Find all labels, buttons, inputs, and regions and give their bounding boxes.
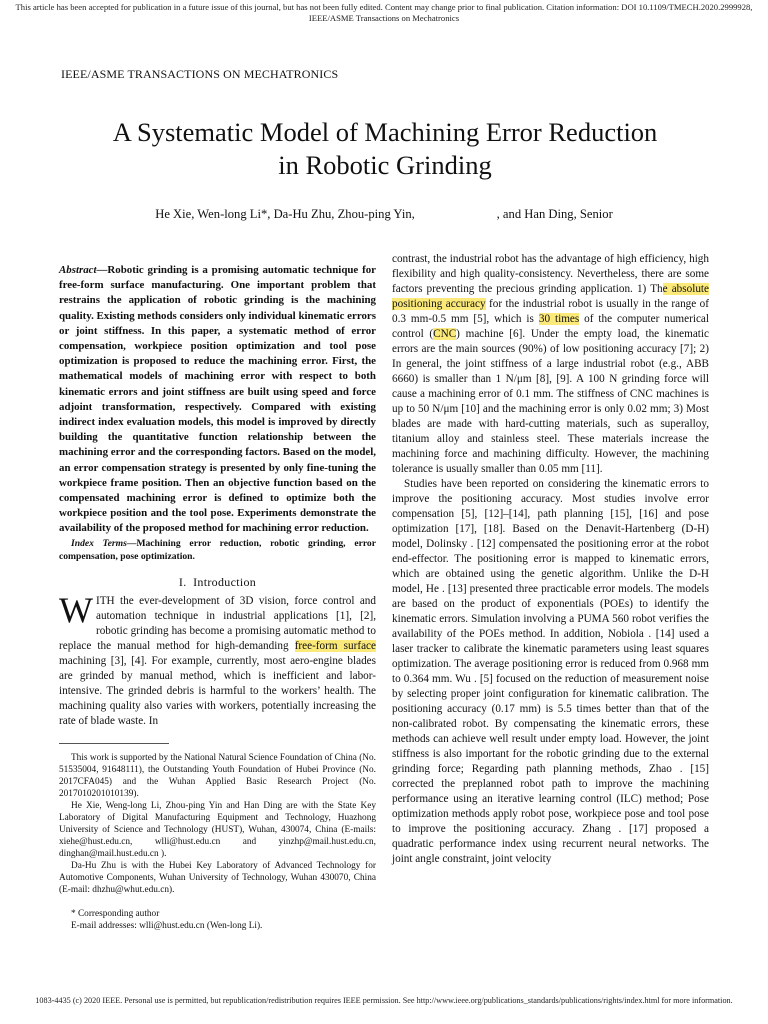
notice-line-1: This article has been accepted for publication in a future issue of this journal, but has not been fully edited. Content may change prior to final publication. Citation information: DOI 10.1109/TMECH.2020.2999928, [15, 2, 753, 12]
abstract-text: —Robotic grinding is a promising automatic technique for free-form surface manufacturing. One important problem that restrains the application of robotic grinding is the machining quality. Existing methods considers only individual kinematic errors or joint stiffness. In this paper, a systematic method of error compensation, workpiece position optimization and tool pose optimization is proposed to reduce the machining error. First, the mathematical models of machining error with respect to both kinematic errors and joint stiffness are built using speed and force adjoint transformation, respectively. Compared with existing indirect index evaluation models, this model is improved by directly building the quantitative function relationship between the machining error and the corresponding factors. Based on the model, an error compensation strategy is presented by only fine-tuning the workpiece frame position. Then an objective function based on the compensated machining error is defined to optimize both the workpiece position and the tool pose. Experiments demonstrate the availability of the proposed method for machining error reduction. [59, 264, 376, 535]
title-line-2: in Robotic Grinding [278, 150, 492, 180]
footnote-funding: This work is supported by the National Natural Science Foundation of China (No. 51535004, 91648111), the Outstanding Youth Foundation of Hubei Province (No. 2017CFA045) and the Wuhan Applied Basic Research Project (No. 2017010201010139). [59, 752, 376, 799]
intro-paragraph [59, 589, 376, 729]
index-terms-lead: Index Terms [71, 537, 127, 549]
author-list: He Xie, Wen-long Li*, Da-Hu Zhu, Zhou-ping Yin, , and Han Ding, Senior [155, 207, 613, 221]
index-terms [59, 537, 376, 563]
title-line-1: A Systematic Model of Machining Error Reduction [112, 117, 658, 147]
section-number: I. [178, 574, 187, 589]
footnote-corresponding-author: * Corresponding author [71, 908, 160, 919]
right-column [392, 252, 709, 867]
body-paragraph-1 [392, 252, 709, 477]
highlight-cnc[interactable]: CNC [433, 328, 457, 340]
left-column [59, 263, 376, 932]
abstract [59, 263, 376, 537]
p1-text-a: contrast, the industrial robot has the advantage of high efficiency, high flexibility and high quality-consistency. Nevertheless, there are some factors preventing the precious grinding application. 1) Th [392, 253, 709, 295]
highlight-free-form-surface[interactable]: free-form surface [294, 639, 376, 652]
section-title: Introduction [193, 574, 257, 589]
index-terms-text: —Machining error reduction, robotic grinding, error compensation, pose optimization. [59, 537, 376, 562]
footnote-divider [59, 743, 169, 744]
section-heading-introduction [59, 575, 376, 590]
paper-title [40, 116, 730, 182]
p1-text-d: ) machine [6]. Under the empty load, the kinematic errors are the main sources (90%) of low positioning accuracy [7]; 2) In general, the joint stiffness of a large industrial robot (e.g., ABB 6660) is smaller than 1 N/μm [8], [9]. A 100 N grinding force will cause a machining error of 0.1 mm. The stiffness of CNC machines is up to 50 N/μm [10] and the machining error is only 0.02 mm; 3) Most blades are made with hard-cutting materials, such as superalloy, titanium alloy and stainless steel. These materials increase the machining force and machining difficulty. However, the machining tolerance is usually smaller than 0.05 mm [11]. [392, 328, 709, 475]
highlight-30-times[interactable]: 30 times [538, 313, 580, 325]
copyright-footer: 1083-4435 (c) 2020 IEEE. Personal use is permitted, but republication/redistribution requires IEEE permission. See http://www.ieee.org/publications_standards/publications/rights/index.html for more information. [35, 996, 733, 1005]
p1-text-b: for the industrial robot is usually in the range of 0.3 mm-0.5 mm [5], which is [392, 298, 709, 325]
body-paragraph-2: Studies have been reported on considering the kinematic errors to improve the positioning accuracy. Most studies involve error compensation [5], [12]–[14], path planning [15], [16] and pose optimization [17], [18]. Based on the Denavit-Hartenberg (D-H) model, Dolinsky . [12] compensated the positioning error at the robot end-effector. The positioning error is mapped to kinematic errors, which are obtained using the genetic algorithm. Unlike the D-H model, He . [13] presented three practicable error models. The models are based on the product of exponentials (POEs) to identify the kinematic errors. Simulation involving a PUMA 560 robot verifies the availability of the POEs method. In addition, Nobiola . [14] used a laser tracker to calibrate the kinematic parameters using least squares optimization. The average positioning error is reduced from 0.968 mm to 0.364 mm. Wu . [5] focused on the reduction of measurement noise by selecting proper joint configuration for kinematic calibration. The positioning accuracy (0.17 mm) is 5.5 times better than that of the non-calibrated robot. By compensating the kinematic errors, these methods can achieve well result under empty load. However, the joint stiffness is also important for the robotic grinding due to the external grinding force; Regarding path planning methods, Zhao . [15] corrected the preplanned robot path to improve the machining performance using an iterative learning control (ILC) method; Pose optimization methods apply robot pose, workpiece pose and tool pose to improve the positioning accuracy. Zhang . [17] proposed a quadratic performance index using recurrent neural networks. The joint angle constraint, joint velocity [392, 478, 709, 865]
intro-text-a: the ever-development of 3D vision, force control and automation technique in industrial applications [1], [2], robotic grinding has become a promising automatic method to replace the manual method for high-demanding [59, 594, 376, 652]
intro-text-b: machining [3], [4]. For example, currently, most aero-engine blades are grinded by manual method, which is inefficient and labor-intensive. The grinded debris is harmful to the workers’ health. The machining quality also varies with workers, potentially increasing the rate of blade waste. In [59, 654, 376, 727]
p1-text-c: of the computer numerical control ( [392, 313, 709, 340]
footnote-affiliation-whut: Da-Hu Zhu is with the Hubei Key Laboratory of Advanced Technology for Automotive Components, Wuhan University of Technology, Wuhan 430070, China (E-mail: dhzhu@whut.edu.cn). [59, 860, 376, 895]
journal-name: IEEE/ASME TRANSACTIONS ON MECHATRONICS [61, 67, 339, 81]
footnote-affiliation-hust: He Xie, Weng-long Li, Zhou-ping Yin and Han Ding are with the State Key Laboratory of Digital Manufacturing Equipment and Technology, Huazhong University of Science and Technology (HUST), Wuhan, 430074, China (E-mails: xiehe@hust.edu.cn, wlli@hust.edu.cn and yinzhp@mail.hust.edu.cn, dinghan@mail.hust.edu.cn ). [59, 800, 376, 859]
abstract-lead: Abstract [59, 264, 97, 276]
accepted-article-notice [0, 2, 768, 24]
notice-line-2: IEEE/ASME Transactions on Mechatronics [308, 13, 460, 23]
highlight-absolute-positioning-accuracy[interactable]: e absolute positioning accuracy [392, 283, 709, 310]
footnote-email: E-mail addresses: wlli@hust.edu.cn (Wen-long Li). [71, 920, 263, 931]
drop-cap: W [59, 589, 93, 630]
intro-cap-rest: ITH [95, 594, 115, 607]
